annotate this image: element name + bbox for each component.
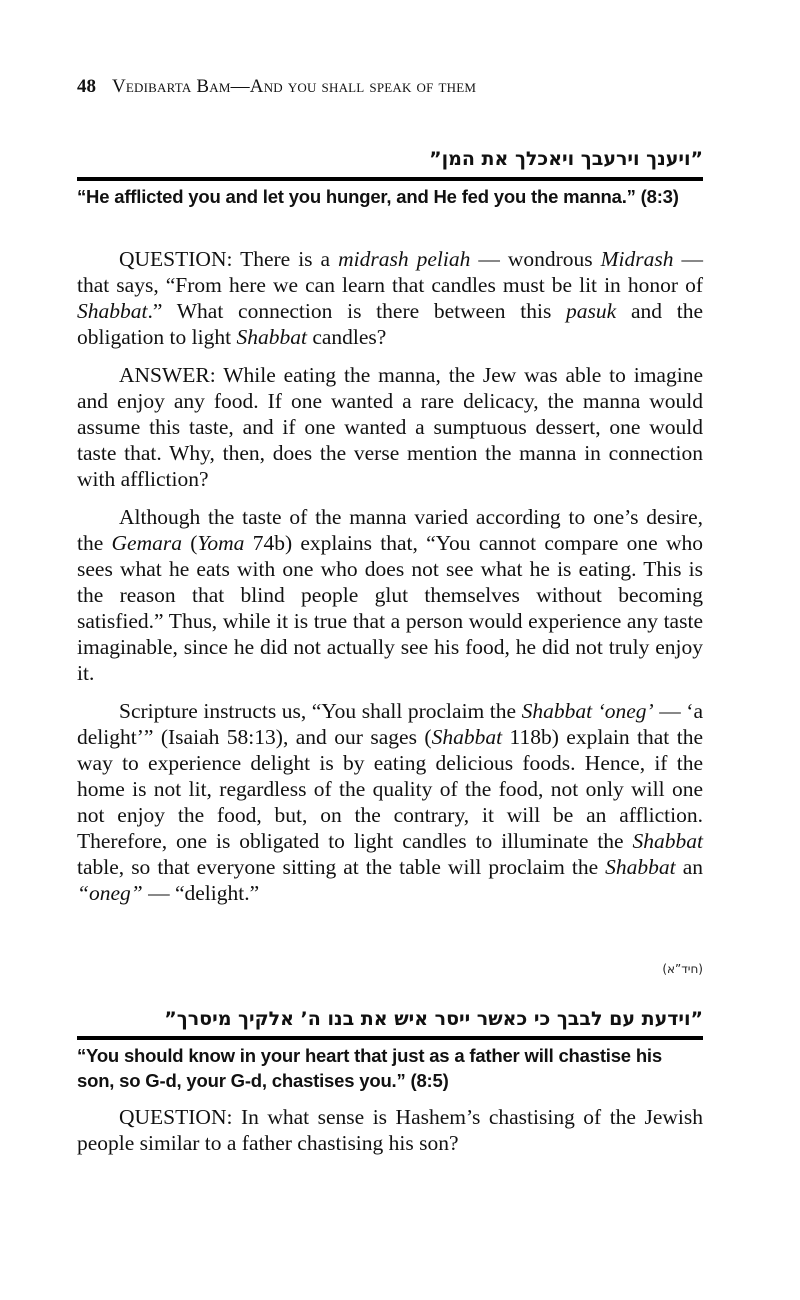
text-run: an	[675, 855, 703, 879]
text-run: ANSWER: While eating the manna, the Jew was able to imagine and enjoy any food. If one wanted a rare delicacy, the manna would assume this taste, and if one wanted a sumptuous dessert, one would taste that. Why, then, does the verse mention the manna in connection with affliction?	[77, 363, 703, 491]
body-paragraph	[77, 698, 703, 906]
running-head	[77, 76, 476, 98]
text-run: Although the taste of the manna varied according to one’s desire, the	[77, 505, 703, 555]
italic-term: Shabbat	[77, 299, 148, 323]
english-verse-heading: “He afflicted you and let you hunger, and He fed you the manna.” (8:3)	[77, 186, 679, 207]
italic-term: Shabbat	[632, 829, 703, 853]
text-run: and the obligation to light	[77, 299, 703, 349]
text-run: — wondrous	[470, 247, 601, 271]
italic-term: “oneg”	[77, 881, 143, 905]
answer-paragraph	[77, 362, 703, 492]
italic-term: pasuk	[566, 299, 617, 323]
italic-term: Shabbat	[236, 325, 307, 349]
italic-term: Gemara	[111, 531, 182, 555]
text-run: — “delight.”	[142, 881, 260, 905]
source-citation: (חיד”א)	[662, 962, 703, 976]
italic-term: Shabbat	[605, 855, 676, 879]
section-rule	[77, 1036, 703, 1040]
question-paragraph	[77, 246, 703, 350]
text-run: 118b) explain that the way to experience delight is by eating delicious foods. Hence, if the home is not lit, regardless of the quality of the food, not only will one not enjoy the food, but, on the contrary, it will be an affliction. Therefore, one is obligated to light candles to illuminate the	[77, 725, 703, 853]
text-run: 74b) explains that, “You cannot compare one who sees what he eats with one who does not see what he is eating. This is the reason that blind people glut themselves without becoming satisfied.” Thus, while it is true that a person would experience any taste imaginable, since he did not actually see his food, he did not truly enjoy it.	[77, 531, 703, 685]
page-number: 48	[77, 76, 96, 97]
text-run: — ‘a delight’” (Isaiah 58:13), and our sages (	[77, 699, 703, 749]
running-title: Vedibarta Bam—And you shall speak of them	[112, 76, 477, 97]
text-run: Scripture instructs us, “You shall proclaim the	[119, 699, 522, 723]
italic-term: Shabbat ‘oneg’	[521, 699, 654, 723]
italic-term: midrash peliah	[338, 247, 471, 271]
text-run: (	[182, 531, 198, 555]
body-paragraph	[77, 504, 703, 686]
question-paragraph	[77, 1104, 703, 1156]
text-run: table, so that everyone sitting at the table will proclaim the	[77, 855, 606, 879]
italic-term: Yoma	[197, 531, 245, 555]
section-rule	[77, 177, 703, 181]
section-body	[77, 1104, 703, 1168]
text-run: candles?	[306, 325, 387, 349]
english-verse-heading: “You should know in your heart that just as a father will chastise his son, so G-d, your G-d, chastises you.” (8:5)	[77, 1045, 662, 1091]
text-run: QUESTION: In what sense is Hashem’s chastising of the Jewish people similar to a father chastising his son?	[77, 1105, 703, 1155]
text-run: QUESTION: There is a	[119, 247, 339, 271]
hebrew-verse-heading: ”וידעת עם לבבך כי כאשר ייסר איש את בנו ה’ אלקיך מיסרך”	[164, 1008, 703, 1030]
text-run: — that says, “From here we can learn that candles must be lit in honor of	[77, 247, 704, 297]
italic-term: Midrash	[600, 247, 674, 271]
hebrew-verse-heading: ”ויענך וירעבך ויאכלך את המן”	[429, 148, 703, 170]
italic-term: Shabbat	[431, 725, 503, 749]
section-body	[77, 246, 703, 918]
text-run: .” What connection is there between this	[147, 299, 567, 323]
